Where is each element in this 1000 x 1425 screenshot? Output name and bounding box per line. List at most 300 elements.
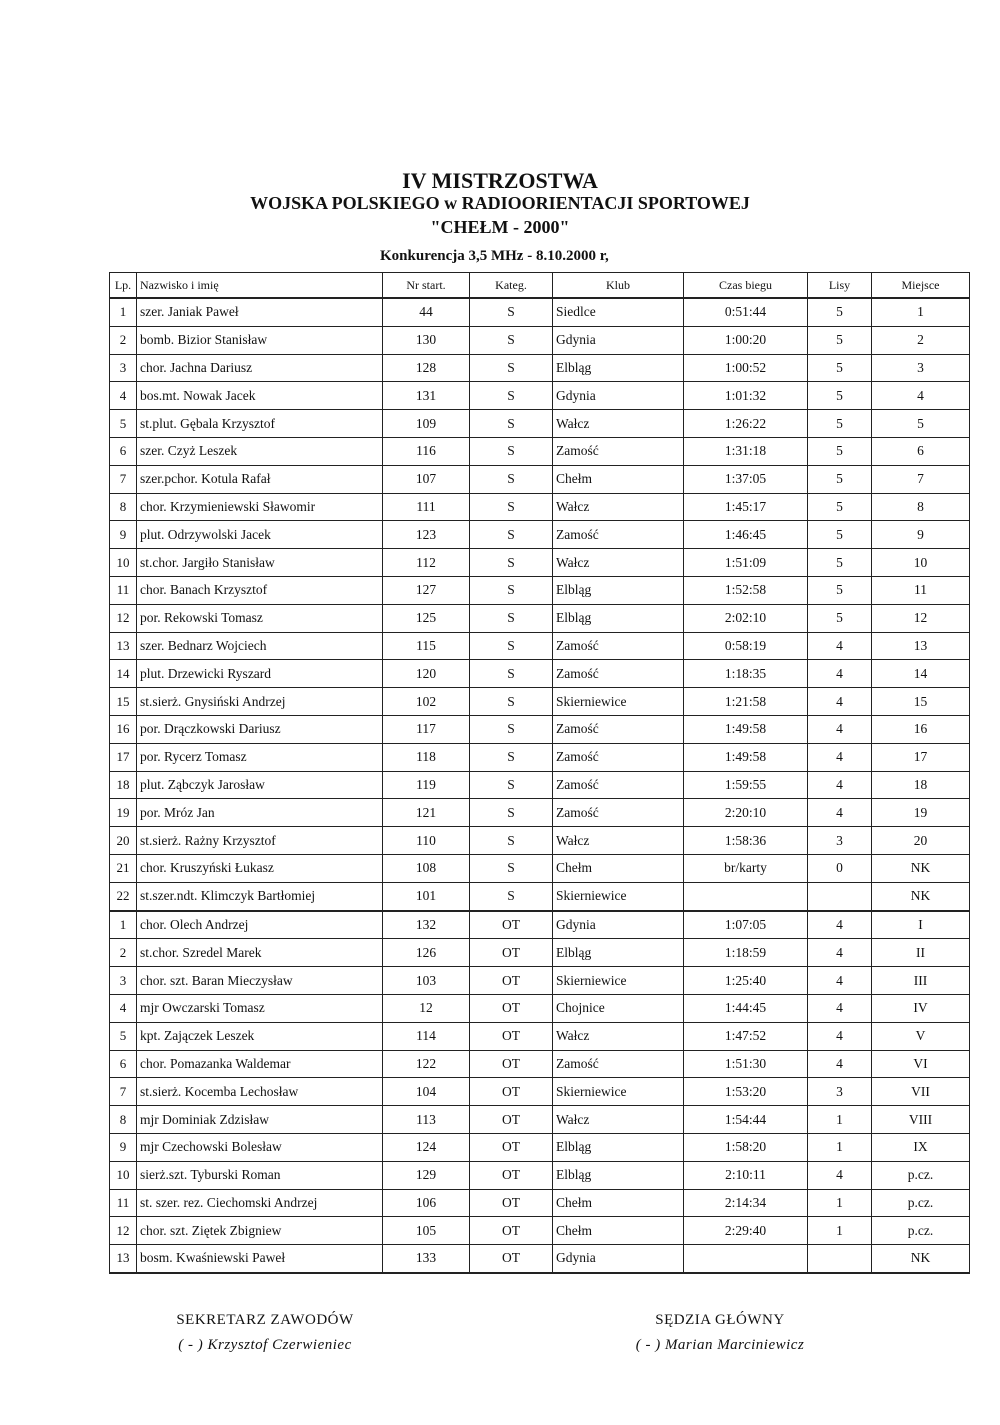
cell-time: 1:47:52 (684, 1022, 808, 1050)
results-body (110, 298, 970, 1273)
table-row (110, 799, 970, 827)
table-row (110, 715, 970, 743)
cell-club: Elbląg (553, 1161, 684, 1189)
cell-club: Chełm (553, 1189, 684, 1217)
cell-name: mjr Dominiak Zdzisław (137, 1106, 383, 1134)
table-row (110, 854, 970, 882)
cell-club: Chełm (553, 465, 684, 493)
title-line-3: "CHEŁM - 2000" (430, 217, 570, 237)
cell-category: S (470, 854, 553, 882)
cell-foxes: 4 (808, 1161, 872, 1189)
cell-club: Zamość (553, 1050, 684, 1078)
cell-time: 1:58:20 (684, 1133, 808, 1161)
cell-name: bos.mt. Nowak Jacek (137, 382, 383, 410)
cell-place: 19 (872, 799, 970, 827)
cell-name: szer. Czyż Leszek (137, 437, 383, 465)
cell-name: szer. Bednarz Wojciech (137, 632, 383, 660)
cell-place: 1 (872, 298, 970, 326)
cell-category: OT (470, 911, 553, 939)
cell-start-number: 112 (383, 549, 470, 577)
results-table (109, 272, 970, 1274)
title-line-2: WOJSKA POLSKIEGO w RADIOORIENTACJI SPORTOWEJ (250, 193, 750, 213)
cell-place: III (872, 967, 970, 995)
cell-foxes: 4 (808, 939, 872, 967)
cell-lp: 1 (110, 911, 137, 939)
cell-lp: 3 (110, 354, 137, 382)
cell-name: chor. Krzymieniewski Sławomir (137, 493, 383, 521)
cell-foxes: 4 (808, 771, 872, 799)
cell-lp: 10 (110, 549, 137, 577)
cell-category: OT (470, 1245, 553, 1273)
cell-name: por. Drączkowski Dariusz (137, 715, 383, 743)
cell-name: st.sierż. Rażny Krzysztof (137, 827, 383, 855)
cell-start-number: 132 (383, 911, 470, 939)
cell-start-number: 125 (383, 604, 470, 632)
cell-lp: 5 (110, 410, 137, 438)
cell-time: 1:52:58 (684, 576, 808, 604)
table-header-row (110, 273, 970, 299)
cell-club: Wałcz (553, 827, 684, 855)
cell-start-number: 108 (383, 854, 470, 882)
secretary-signature (155, 1312, 375, 1354)
cell-time (684, 1245, 808, 1273)
col-header-place: Miejsce (872, 273, 970, 299)
cell-place: 13 (872, 632, 970, 660)
cell-start-number: 115 (383, 632, 470, 660)
cell-foxes: 4 (808, 715, 872, 743)
cell-foxes (808, 1245, 872, 1273)
cell-foxes: 5 (808, 549, 872, 577)
table-row (110, 604, 970, 632)
cell-start-number: 116 (383, 437, 470, 465)
cell-foxes: 5 (808, 604, 872, 632)
cell-start-number: 123 (383, 521, 470, 549)
cell-category: S (470, 771, 553, 799)
cell-time: 1:31:18 (684, 437, 808, 465)
cell-place: 14 (872, 660, 970, 688)
cell-start-number: 103 (383, 967, 470, 995)
cell-lp: 16 (110, 715, 137, 743)
competition-subtitle: Konkurencja 3,5 MHz - 8.10.2000 r, (380, 248, 609, 264)
cell-time: 1:49:58 (684, 743, 808, 771)
cell-category: OT (470, 1189, 553, 1217)
cell-lp: 19 (110, 799, 137, 827)
cell-place: IV (872, 994, 970, 1022)
cell-foxes: 4 (808, 967, 872, 995)
table-row (110, 298, 970, 326)
cell-lp: 6 (110, 1050, 137, 1078)
cell-club: Gdynia (553, 1245, 684, 1273)
cell-name: por. Rekowski Tomasz (137, 604, 383, 632)
cell-lp: 11 (110, 576, 137, 604)
cell-time: 1:53:20 (684, 1078, 808, 1106)
cell-category: S (470, 410, 553, 438)
cell-foxes: 1 (808, 1189, 872, 1217)
cell-start-number: 124 (383, 1133, 470, 1161)
cell-time: 1:45:17 (684, 493, 808, 521)
cell-club: Elbląg (553, 354, 684, 382)
cell-name: st.chor. Szredel Marek (137, 939, 383, 967)
secretary-role: SEKRETARZ ZAWODÓW (176, 1312, 354, 1328)
table-row (110, 632, 970, 660)
cell-lp: 22 (110, 882, 137, 910)
cell-place: VIII (872, 1106, 970, 1134)
cell-foxes: 5 (808, 465, 872, 493)
cell-time: br/karty (684, 854, 808, 882)
cell-time: 1:21:58 (684, 688, 808, 716)
cell-name: szer. Janiak Paweł (137, 298, 383, 326)
cell-category: S (470, 354, 553, 382)
cell-name: kpt. Zajączek Leszek (137, 1022, 383, 1050)
cell-foxes (808, 882, 872, 910)
cell-club: Wałcz (553, 493, 684, 521)
table-row (110, 688, 970, 716)
cell-foxes: 5 (808, 354, 872, 382)
cell-time (684, 882, 808, 910)
cell-start-number: 105 (383, 1217, 470, 1245)
cell-category: OT (470, 1078, 553, 1106)
cell-start-number: 102 (383, 688, 470, 716)
cell-place: 15 (872, 688, 970, 716)
cell-start-number: 118 (383, 743, 470, 771)
cell-lp: 4 (110, 994, 137, 1022)
cell-club: Zamość (553, 521, 684, 549)
cell-category: S (470, 827, 553, 855)
cell-club: Elbląg (553, 939, 684, 967)
cell-category: S (470, 298, 553, 326)
table-row (110, 967, 970, 995)
cell-club: Zamość (553, 743, 684, 771)
cell-place: 12 (872, 604, 970, 632)
cell-foxes: 4 (808, 1050, 872, 1078)
cell-lp: 18 (110, 771, 137, 799)
cell-start-number: 131 (383, 382, 470, 410)
cell-club: Skierniewice (553, 1078, 684, 1106)
table-row (110, 437, 970, 465)
cell-name: st.szer.ndt. Klimczyk Bartłomiej (137, 882, 383, 910)
cell-category: S (470, 437, 553, 465)
cell-lp: 1 (110, 298, 137, 326)
table-row (110, 660, 970, 688)
cell-name: bosm. Kwaśniewski Paweł (137, 1245, 383, 1273)
cell-place: 16 (872, 715, 970, 743)
table-row (110, 1106, 970, 1134)
cell-place: 3 (872, 354, 970, 382)
cell-foxes: 4 (808, 632, 872, 660)
cell-category: OT (470, 939, 553, 967)
cell-category: S (470, 660, 553, 688)
table-row (110, 410, 970, 438)
cell-place: p.cz. (872, 1189, 970, 1217)
cell-start-number: 110 (383, 827, 470, 855)
cell-start-number: 128 (383, 354, 470, 382)
cell-start-number: 104 (383, 1078, 470, 1106)
cell-place: II (872, 939, 970, 967)
table-row (110, 493, 970, 521)
table-row (110, 1050, 970, 1078)
cell-name: chor. Kruszyński Łukasz (137, 854, 383, 882)
table-row (110, 1217, 970, 1245)
cell-club: Wałcz (553, 549, 684, 577)
cell-foxes: 3 (808, 827, 872, 855)
table-row (110, 1078, 970, 1106)
cell-place: I (872, 911, 970, 939)
cell-club: Chojnice (553, 994, 684, 1022)
cell-lp: 8 (110, 493, 137, 521)
cell-time: 1:00:20 (684, 326, 808, 354)
cell-place: VII (872, 1078, 970, 1106)
cell-foxes: 4 (808, 743, 872, 771)
cell-lp: 4 (110, 382, 137, 410)
cell-foxes: 5 (808, 410, 872, 438)
cell-time: 1:54:44 (684, 1106, 808, 1134)
table-row (110, 521, 970, 549)
cell-category: OT (470, 994, 553, 1022)
cell-foxes: 4 (808, 660, 872, 688)
cell-category: S (470, 549, 553, 577)
cell-category: S (470, 632, 553, 660)
table-row (110, 743, 970, 771)
cell-time: 1:18:59 (684, 939, 808, 967)
cell-place: 20 (872, 827, 970, 855)
cell-category: S (470, 743, 553, 771)
cell-name: szer.pchor. Kotula Rafał (137, 465, 383, 493)
cell-club: Siedlce (553, 298, 684, 326)
table-row (110, 354, 970, 382)
cell-start-number: 133 (383, 1245, 470, 1273)
cell-start-number: 114 (383, 1022, 470, 1050)
cell-category: S (470, 326, 553, 354)
cell-lp: 17 (110, 743, 137, 771)
cell-place: NK (872, 854, 970, 882)
cell-start-number: 122 (383, 1050, 470, 1078)
cell-name: por. Rycerz Tomasz (137, 743, 383, 771)
cell-start-number: 107 (383, 465, 470, 493)
cell-time: 0:51:44 (684, 298, 808, 326)
cell-place: IX (872, 1133, 970, 1161)
cell-lp: 5 (110, 1022, 137, 1050)
col-header-club: Klub (553, 273, 684, 299)
cell-place: NK (872, 1245, 970, 1273)
cell-start-number: 120 (383, 660, 470, 688)
cell-place: 8 (872, 493, 970, 521)
cell-start-number: 126 (383, 939, 470, 967)
cell-time: 2:10:11 (684, 1161, 808, 1189)
cell-foxes: 1 (808, 1217, 872, 1245)
table-row (110, 939, 970, 967)
cell-foxes: 5 (808, 576, 872, 604)
cell-lp: 13 (110, 632, 137, 660)
cell-name: chor. Pomazanka Waldemar (137, 1050, 383, 1078)
cell-club: Wałcz (553, 410, 684, 438)
cell-time: 0:58:19 (684, 632, 808, 660)
cell-foxes: 4 (808, 994, 872, 1022)
table-row (110, 382, 970, 410)
cell-place: p.cz. (872, 1161, 970, 1189)
cell-category: S (470, 465, 553, 493)
cell-name: mjr Czechowski Bolesław (137, 1133, 383, 1161)
cell-place: VI (872, 1050, 970, 1078)
table-row (110, 911, 970, 939)
cell-foxes: 5 (808, 298, 872, 326)
cell-time: 2:14:34 (684, 1189, 808, 1217)
cell-place: 2 (872, 326, 970, 354)
cell-foxes: 4 (808, 911, 872, 939)
cell-club: Wałcz (553, 1022, 684, 1050)
cell-foxes: 3 (808, 1078, 872, 1106)
cell-time: 1:51:30 (684, 1050, 808, 1078)
cell-time: 2:02:10 (684, 604, 808, 632)
cell-lp: 9 (110, 1133, 137, 1161)
cell-lp: 20 (110, 827, 137, 855)
cell-name: por. Mróz Jan (137, 799, 383, 827)
cell-lp: 14 (110, 660, 137, 688)
cell-start-number: 44 (383, 298, 470, 326)
table-row (110, 771, 970, 799)
cell-category: OT (470, 1161, 553, 1189)
cell-category: S (470, 604, 553, 632)
cell-time: 1:07:05 (684, 911, 808, 939)
cell-category: S (470, 715, 553, 743)
cell-lp: 8 (110, 1106, 137, 1134)
cell-lp: 7 (110, 1078, 137, 1106)
table-row (110, 1133, 970, 1161)
col-header-name: Nazwisko i imię (137, 273, 383, 299)
table-row (110, 1022, 970, 1050)
cell-time: 1:44:45 (684, 994, 808, 1022)
table-row (110, 576, 970, 604)
cell-start-number: 111 (383, 493, 470, 521)
cell-club: Wałcz (553, 1106, 684, 1134)
cell-foxes: 4 (808, 799, 872, 827)
cell-time: 2:29:40 (684, 1217, 808, 1245)
col-header-foxes: Lisy (808, 273, 872, 299)
cell-club: Gdynia (553, 326, 684, 354)
cell-foxes: 4 (808, 688, 872, 716)
cell-place: 18 (872, 771, 970, 799)
cell-category: OT (470, 1133, 553, 1161)
cell-category: OT (470, 1106, 553, 1134)
cell-time: 1:51:09 (684, 549, 808, 577)
cell-name: chor. Jachna Dariusz (137, 354, 383, 382)
cell-category: OT (470, 1050, 553, 1078)
cell-foxes: 5 (808, 493, 872, 521)
col-header-category: Kateg. (470, 273, 553, 299)
cell-foxes: 5 (808, 382, 872, 410)
cell-lp: 2 (110, 326, 137, 354)
cell-start-number: 130 (383, 326, 470, 354)
table-row (110, 882, 970, 910)
table-row (110, 326, 970, 354)
cell-name: chor. Olech Andrzej (137, 911, 383, 939)
cell-category: OT (470, 1217, 553, 1245)
cell-time: 1:01:32 (684, 382, 808, 410)
title-line-1: IV MISTRZOSTWA (402, 168, 598, 193)
col-header-lp: Lp. (110, 273, 137, 299)
table-row (110, 1189, 970, 1217)
cell-time: 1:58:36 (684, 827, 808, 855)
cell-start-number: 106 (383, 1189, 470, 1217)
cell-time: 1:49:58 (684, 715, 808, 743)
cell-category: S (470, 799, 553, 827)
cell-foxes: 1 (808, 1106, 872, 1134)
cell-club: Zamość (553, 715, 684, 743)
cell-foxes: 4 (808, 1022, 872, 1050)
cell-place: 10 (872, 549, 970, 577)
cell-category: S (470, 688, 553, 716)
cell-name: st.sierż. Gnysiński Andrzej (137, 688, 383, 716)
cell-category: S (470, 382, 553, 410)
cell-club: Zamość (553, 632, 684, 660)
cell-start-number: 127 (383, 576, 470, 604)
cell-lp: 11 (110, 1189, 137, 1217)
cell-club: Zamość (553, 437, 684, 465)
cell-start-number: 119 (383, 771, 470, 799)
table-row (110, 1161, 970, 1189)
table-row (110, 465, 970, 493)
judge-name: ( - ) Marian Marciniewicz (635, 1337, 805, 1353)
cell-name: plut. Odrzywolski Jacek (137, 521, 383, 549)
cell-club: Skierniewice (553, 688, 684, 716)
cell-time: 1:46:45 (684, 521, 808, 549)
cell-club: Gdynia (553, 382, 684, 410)
cell-start-number: 101 (383, 882, 470, 910)
cell-lp: 21 (110, 854, 137, 882)
cell-place: 11 (872, 576, 970, 604)
cell-lp: 9 (110, 521, 137, 549)
cell-start-number: 12 (383, 994, 470, 1022)
cell-club: Elbląg (553, 576, 684, 604)
table-row (110, 549, 970, 577)
cell-place: 9 (872, 521, 970, 549)
cell-start-number: 113 (383, 1106, 470, 1134)
cell-club: Skierniewice (553, 967, 684, 995)
cell-place: V (872, 1022, 970, 1050)
cell-category: S (470, 576, 553, 604)
cell-name: sierż.szt. Tyburski Roman (137, 1161, 383, 1189)
cell-time: 2:20:10 (684, 799, 808, 827)
cell-category: S (470, 882, 553, 910)
cell-start-number: 109 (383, 410, 470, 438)
cell-club: Chełm (553, 854, 684, 882)
cell-club: Zamość (553, 799, 684, 827)
cell-club: Zamość (553, 771, 684, 799)
col-header-start-number: Nr start. (383, 273, 470, 299)
cell-start-number: 117 (383, 715, 470, 743)
cell-club: Elbląg (553, 604, 684, 632)
cell-place: NK (872, 882, 970, 910)
cell-foxes: 5 (808, 521, 872, 549)
cell-name: chor. szt. Ziętek Zbigniew (137, 1217, 383, 1245)
cell-club: Gdynia (553, 911, 684, 939)
cell-time: 1:18:35 (684, 660, 808, 688)
cell-name: chor. szt. Baran Mieczysław (137, 967, 383, 995)
cell-foxes: 0 (808, 854, 872, 882)
col-header-time: Czas biegu (684, 273, 808, 299)
cell-lp: 3 (110, 967, 137, 995)
cell-name: st.plut. Gębala Krzysztof (137, 410, 383, 438)
table-row (110, 827, 970, 855)
cell-lp: 15 (110, 688, 137, 716)
cell-place: 17 (872, 743, 970, 771)
cell-time: 1:37:05 (684, 465, 808, 493)
table-row (110, 1245, 970, 1273)
cell-name: bomb. Bizior Stanisław (137, 326, 383, 354)
cell-name: st.sierż. Kocemba Lechosław (137, 1078, 383, 1106)
cell-name: plut. Drzewicki Ryszard (137, 660, 383, 688)
cell-category: S (470, 521, 553, 549)
cell-start-number: 121 (383, 799, 470, 827)
